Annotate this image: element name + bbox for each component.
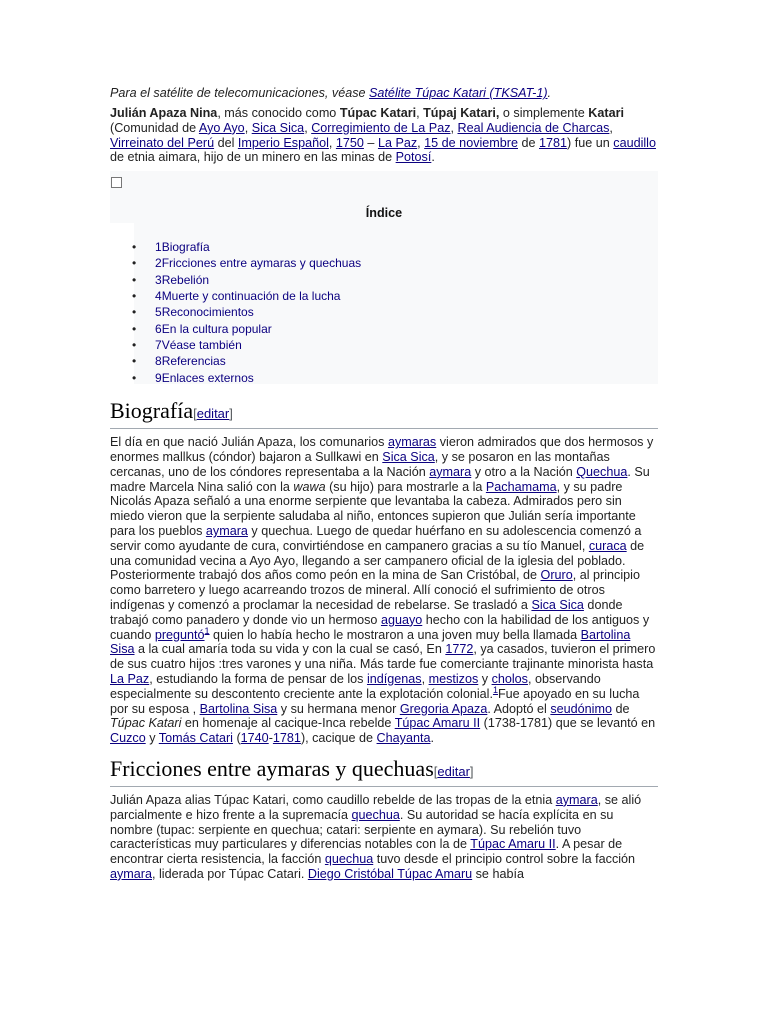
- toc-item-number: 4: [155, 289, 162, 304]
- toc-item[interactable]: [132, 255, 361, 271]
- text-run: (su hijo) para mostrarle a la: [325, 479, 486, 494]
- text-run: Julián Apaza alias Túpac Katari, como caudillo rebelde de las tropas de la etnia: [110, 792, 556, 807]
- edit-section-link[interactable]: editar: [196, 406, 230, 422]
- bold-text: Julián Apaza Nina: [110, 106, 218, 120]
- text-run: y: [478, 671, 492, 686]
- toc-item-number: 3: [155, 272, 162, 287]
- inline-link[interactable]: seudónimo: [550, 701, 612, 716]
- inline-link[interactable]: Bartolina Sisa: [199, 701, 278, 716]
- toc-item-label: En la cultura popular: [161, 321, 272, 336]
- inline-link[interactable]: Pachamama: [485, 479, 557, 494]
- inline-link[interactable]: 1740: [240, 731, 269, 746]
- edit-section-link-wrapper: [193, 406, 233, 421]
- section-title: Fricciones entre aymaras y quechuas: [110, 755, 434, 781]
- toc-item-number: 8: [155, 354, 162, 369]
- biografia-paragraph: [110, 435, 658, 746]
- text-run: –: [363, 135, 378, 150]
- inline-link[interactable]: mestizos: [428, 671, 479, 686]
- inline-link[interactable]: aymara: [555, 792, 598, 807]
- toc-item-label: Reconocimientos: [161, 305, 254, 320]
- edit-bracket-open: [: [433, 763, 438, 779]
- inline-link[interactable]: curaca: [588, 538, 627, 553]
- text-run: ), cacique de: [300, 731, 377, 746]
- toc-item-number: 5: [155, 305, 162, 320]
- inline-link[interactable]: Cuzco: [110, 731, 146, 746]
- toc-item[interactable]: [132, 272, 361, 288]
- text-run: ,: [421, 671, 429, 686]
- toc-item-number: 6: [155, 321, 162, 336]
- inline-link[interactable]: aguayo: [380, 612, 423, 627]
- text-run: . Adoptó el: [487, 701, 551, 716]
- toc-item-number: 1: [155, 240, 162, 255]
- inline-link[interactable]: Ayo Ayo: [198, 120, 245, 135]
- inline-link[interactable]: La Paz: [377, 135, 418, 150]
- text-run: , más conocido como: [217, 106, 340, 120]
- text-run: .: [431, 150, 435, 165]
- toc-item-label: Biografía: [161, 240, 210, 255]
- text-run: ,: [244, 120, 252, 135]
- toc-item-label: Véase también: [161, 337, 242, 352]
- inline-link[interactable]: 1750: [335, 135, 364, 150]
- toc-item[interactable]: [132, 321, 361, 337]
- bold-text: Katari: [588, 106, 624, 120]
- edit-bracket-close: ]: [469, 763, 474, 779]
- italic-text: Túpac Katari: [110, 716, 182, 731]
- text-run: (Comunidad de: [110, 120, 199, 135]
- inline-link[interactable]: Oruro: [540, 568, 573, 583]
- toc-item[interactable]: [132, 288, 361, 304]
- text-run: de una comunidad vecina a Ayo Ayo, llegando a ser campanero oficial de la iglesia del poblado. Posteriormente trabajó dos años como peón en la mina de San Cristóbal, de: [110, 538, 645, 583]
- text-run: de: [518, 135, 540, 150]
- toc-item-label: Referencias: [161, 354, 226, 369]
- hatnote-suffix: .: [547, 86, 552, 100]
- text-run: El día en que nació Julián Apaza, los comunarios: [110, 435, 388, 450]
- text-run: (: [232, 731, 241, 746]
- text-run: . Su madre Marcela Nina salió con la: [110, 464, 650, 494]
- text-run: tuvo desde el principio control sobre la facción: [373, 852, 636, 867]
- text-run: a la cual amaría toda su vida y con la cual se casó, En: [134, 642, 446, 657]
- toc-item[interactable]: [132, 304, 361, 320]
- toc-item-number: 2: [155, 256, 162, 271]
- text-run: . Su autoridad se hacía explícita en su nombre (tupac: serpiente en quechua; catari: serpiente en aymara). Su rebelión tuvo características muy particulares y diferencias notables con la de: [110, 807, 614, 852]
- inline-link[interactable]: 1781: [272, 731, 301, 746]
- text-run: de: [611, 701, 630, 716]
- hatnote-link[interactable]: Satélite Túpac Katari (TKSAT-1): [369, 86, 548, 100]
- inline-link[interactable]: Corregimiento de La Paz: [311, 120, 451, 135]
- text-run: ) fue un: [567, 135, 614, 150]
- inline-link[interactable]: quechua: [351, 807, 400, 822]
- text-run: . A pesar de encontrar cierta resistencia, la facción: [110, 837, 623, 867]
- toc-item-label: Fricciones entre aymaras y quechuas: [161, 256, 362, 271]
- text-run: y quechua. Luego de quedar huérfano en su adolescencia comenzó a servir como ayudante de cura, convirtiéndose en campanero gracias a su tío Manuel,: [110, 523, 642, 553]
- text-run: , se alió parcialmente e hizo frente a la supremacía: [110, 792, 642, 822]
- toc-item-number: 9: [155, 370, 162, 385]
- inline-link[interactable]: Túpac Amaru II: [470, 837, 556, 852]
- inline-link[interactable]: cholos: [491, 671, 528, 686]
- inline-link[interactable]: aymara: [429, 464, 472, 479]
- inline-link[interactable]: quechua: [324, 852, 374, 867]
- text-run: vieron admirados que dos hermosos y enormes mallkus (cóndor) bajaron a Sullkawi en: [110, 435, 654, 464]
- text-run: quien lo había hecho le mostraron a una joven muy bella llamada: [209, 627, 581, 642]
- edit-section-link[interactable]: editar: [437, 763, 470, 779]
- text-run: de etnia aimara, hijo de un minero en las minas de: [110, 150, 396, 165]
- edit-bracket-close: ]: [229, 406, 233, 422]
- inline-link[interactable]: indígenas: [366, 671, 422, 686]
- text-run: Fue apoyado en su lucha por su esposa ,: [110, 686, 640, 716]
- inline-link[interactable]: Gregoria Apaza: [399, 701, 488, 716]
- text-run: , liderada por Túpac Catari.: [152, 866, 308, 881]
- toc-list: [132, 239, 361, 386]
- inline-link[interactable]: Sica Sica: [251, 120, 305, 135]
- text-run: , estudiando la forma de pensar de los: [149, 671, 367, 686]
- inline-link[interactable]: Imperio Español: [237, 135, 329, 150]
- text-run: ,: [609, 120, 613, 135]
- inline-link[interactable]: La Paz: [110, 671, 150, 686]
- inline-link[interactable]: aymara: [110, 866, 152, 881]
- inline-link[interactable]: Tomás Catari: [158, 731, 233, 746]
- inline-link[interactable]: caudillo: [613, 135, 656, 150]
- text-run: , al principio como barretero y luego acarreando trozos de mineral. Allí conoció el sufrimiento de otros indígenas y comenzó a proclamar la necesidad de rebelarse. Se trasladó a: [110, 568, 640, 612]
- intro-paragraph: [110, 106, 658, 165]
- inline-link[interactable]: aymaras: [387, 435, 437, 450]
- reference-link[interactable]: 1: [492, 684, 498, 695]
- toc-item-label: Rebelión: [161, 272, 210, 287]
- bold-text: Túpac Katari: [339, 106, 417, 120]
- text-run: o simplemente: [499, 106, 589, 120]
- inline-link[interactable]: Sica Sica: [531, 597, 584, 612]
- text-run: donde trabajó como panadero y donde vio un hermoso: [110, 597, 623, 627]
- text-run: ,: [416, 106, 424, 120]
- section-heading-fricciones: [110, 756, 658, 787]
- toc-item[interactable]: [132, 239, 361, 255]
- toc-item-label: Enlaces externos: [161, 370, 254, 385]
- table-of-contents: [110, 171, 658, 384]
- text-run: .: [430, 731, 434, 746]
- inline-link[interactable]: Sica Sica: [382, 449, 435, 464]
- text-run: y otro a la Nación: [471, 464, 577, 479]
- text-run: , y su padre Nicolás Apaza señaló a una enorme serpiente que levantaba la cabeza. Admirados pero sin miedo vieron que la serpiente saludaba al niño, entonces supieron que Julián sería importante para los pueblos: [110, 479, 636, 538]
- text-run: del: [214, 135, 238, 150]
- toc-item[interactable]: [132, 370, 361, 386]
- text-run: , observando especialmente su descontento creciente ante la explotación colonial.: [110, 671, 601, 701]
- inline-link[interactable]: 15 de noviembre: [424, 135, 518, 150]
- inline-link[interactable]: Bartolina Sisa: [110, 627, 631, 657]
- edit-section-link-wrapper: [434, 764, 474, 779]
- text-run: ,: [304, 120, 312, 135]
- text-run: y su hermana menor: [277, 701, 400, 716]
- text-run: hecho con la habilidad de los antiguos y cuando: [110, 612, 650, 642]
- inline-link[interactable]: Potosí: [395, 150, 432, 165]
- text-run: se había: [472, 866, 524, 881]
- inline-link[interactable]: Chayanta: [376, 731, 431, 746]
- section-heading-biografia: [110, 398, 658, 429]
- hatnote-prefix: Para el satélite de telecomunicaciones, véase: [110, 86, 370, 100]
- toc-item[interactable]: [132, 353, 361, 369]
- text-run: -: [268, 731, 273, 746]
- article: [110, 84, 658, 882]
- text-run: ,: [450, 120, 458, 135]
- inline-link[interactable]: aymara: [205, 523, 248, 538]
- toc-title: Índice: [365, 206, 403, 221]
- text-run: y: [145, 731, 159, 746]
- text-run: , ya casados, tuvieron el primero de sus cuatro hijos :tres varones y una niña. Más tarde fue comerciante trajinante minorista hasta: [110, 642, 656, 672]
- edit-bracket-open: [: [193, 406, 197, 422]
- hatnote: [110, 84, 658, 102]
- toc-item-number: 7: [155, 337, 162, 352]
- section-title: Biografía: [110, 398, 194, 424]
- text-run: (1738-1781) que se levantó en: [480, 716, 656, 731]
- text-run: , y se posaron en las montañas cercanas, uno de los cóndores representaba a la Nación: [110, 449, 610, 479]
- text-run: en homenaje al cacique-Inca rebelde: [181, 716, 395, 731]
- inline-link[interactable]: Real Audiencia de Charcas: [457, 120, 610, 135]
- inline-link[interactable]: Virreinato del Perú: [110, 135, 215, 150]
- italic-text: wawa: [293, 479, 326, 494]
- inline-link[interactable]: preguntó: [154, 627, 205, 642]
- reference-link[interactable]: 1: [204, 625, 210, 636]
- inline-link[interactable]: Túpac Amaru II: [394, 716, 481, 731]
- text-run: ,: [328, 135, 336, 150]
- inline-link[interactable]: 1781: [539, 135, 568, 150]
- toc-toggle-checkbox[interactable]: [111, 177, 122, 188]
- toc-item-label: Muerte y continuación de la lucha: [161, 289, 341, 304]
- toc-item[interactable]: [132, 337, 361, 353]
- inline-link[interactable]: Diego Cristóbal Túpac Amaru: [307, 866, 473, 881]
- bold-text: Túpaj Katari,: [423, 106, 500, 120]
- text-run: ,: [417, 135, 425, 150]
- inline-link[interactable]: 1772: [445, 642, 474, 657]
- inline-link[interactable]: Quechua: [576, 464, 628, 479]
- fricciones-paragraph: [110, 793, 658, 882]
